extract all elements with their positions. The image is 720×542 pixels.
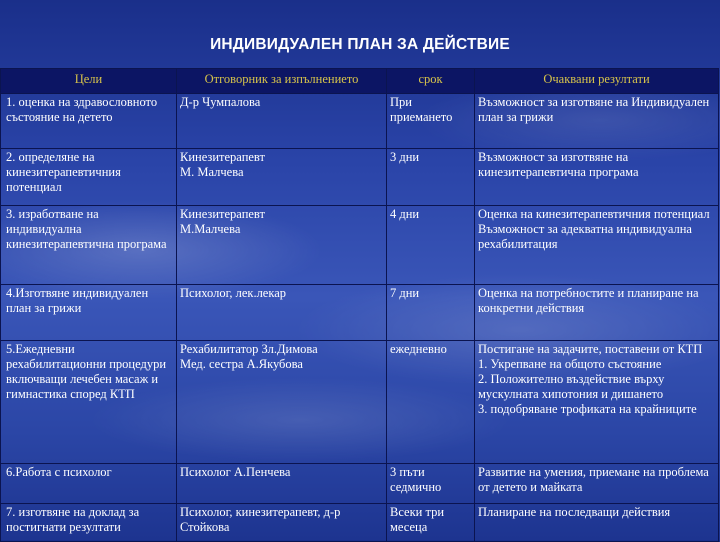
header-term: срок (387, 69, 475, 94)
table-row (1, 94, 719, 149)
goal-cell: 6.Работа с психолог (1, 464, 177, 504)
term-cell: ежедневно (387, 341, 475, 464)
header-goals: Цели (1, 69, 177, 94)
term-cell: 7 дни (387, 285, 475, 341)
result-cell: Постигане на задачите, поставени от КТП 1. Укрепване на общото състояние 2. Положително въздействие върху мускулната хипотония и дишането 3. подобряване трофиката на крайниците (475, 341, 719, 464)
goal-cell: 5.Ежедневни рехабилитационни процедури включващи лечебен масаж и гимнастика според КТП (1, 341, 177, 464)
term-cell: 3 дни (387, 149, 475, 206)
responsible-cell: Рехабилитатор Зл.Димова Мед. сестра А.Якубова (177, 341, 387, 464)
result-cell: Оценка на кинезитерапевтичния потенциал Възможност за адекватна индивидуална рехабилитация (475, 206, 719, 285)
goal-cell: 3. изработване на индивидуална кинезитерапевтична програма (1, 206, 177, 285)
table-row (1, 464, 719, 504)
responsible-cell: Психолог А.Пенчева (177, 464, 387, 504)
header-responsible: Отговорник за изпълнението (177, 69, 387, 94)
header-expected-results: Очаквани резултати (475, 69, 719, 94)
table-row (1, 285, 719, 341)
term-cell: 3 пъти седмично (387, 464, 475, 504)
action-plan-table (0, 68, 719, 542)
table-header-row (1, 69, 719, 94)
table-row (1, 206, 719, 285)
page-title: ИНДИВИДУАЛЕН ПЛАН ЗА ДЕЙСТВИЕ (210, 36, 510, 53)
goal-cell: 1. оценка на здравословното състояние на детето (1, 94, 177, 149)
table-row (1, 504, 719, 542)
responsible-cell: Психолог, лек.лекар (177, 285, 387, 341)
table-row (1, 341, 719, 464)
table-row (1, 149, 719, 206)
result-cell: Планиране на последващи действия (475, 504, 719, 542)
responsible-cell: Психолог, кинезитерапевт, д-р Стойкова (177, 504, 387, 542)
result-cell: Развитие на умения, приемане на проблема от детето и майката (475, 464, 719, 504)
goal-cell: 4.Изготвяне индивидуален план за грижи (1, 285, 177, 341)
responsible-cell: Д-р Чумпалова (177, 94, 387, 149)
result-cell: Възможност за изготвяне на Индивидуален план за грижи (475, 94, 719, 149)
goal-cell: 7. изготвяне на доклад за постигнати резултати (1, 504, 177, 542)
term-cell: При приемането (387, 94, 475, 149)
result-cell: Възможност за изготвяне на кинезитерапевтична програма (475, 149, 719, 206)
responsible-cell: Кинезитерапевт М. Малчева (177, 149, 387, 206)
goal-cell: 2. определяне на кинезитерапевтичния потенциал (1, 149, 177, 206)
result-cell: Оценка на потребностите и планиране на конкретни действия (475, 285, 719, 341)
term-cell: 4 дни (387, 206, 475, 285)
term-cell: Всеки три месеца (387, 504, 475, 542)
responsible-cell: Кинезитерапевт М.Малчева (177, 206, 387, 285)
